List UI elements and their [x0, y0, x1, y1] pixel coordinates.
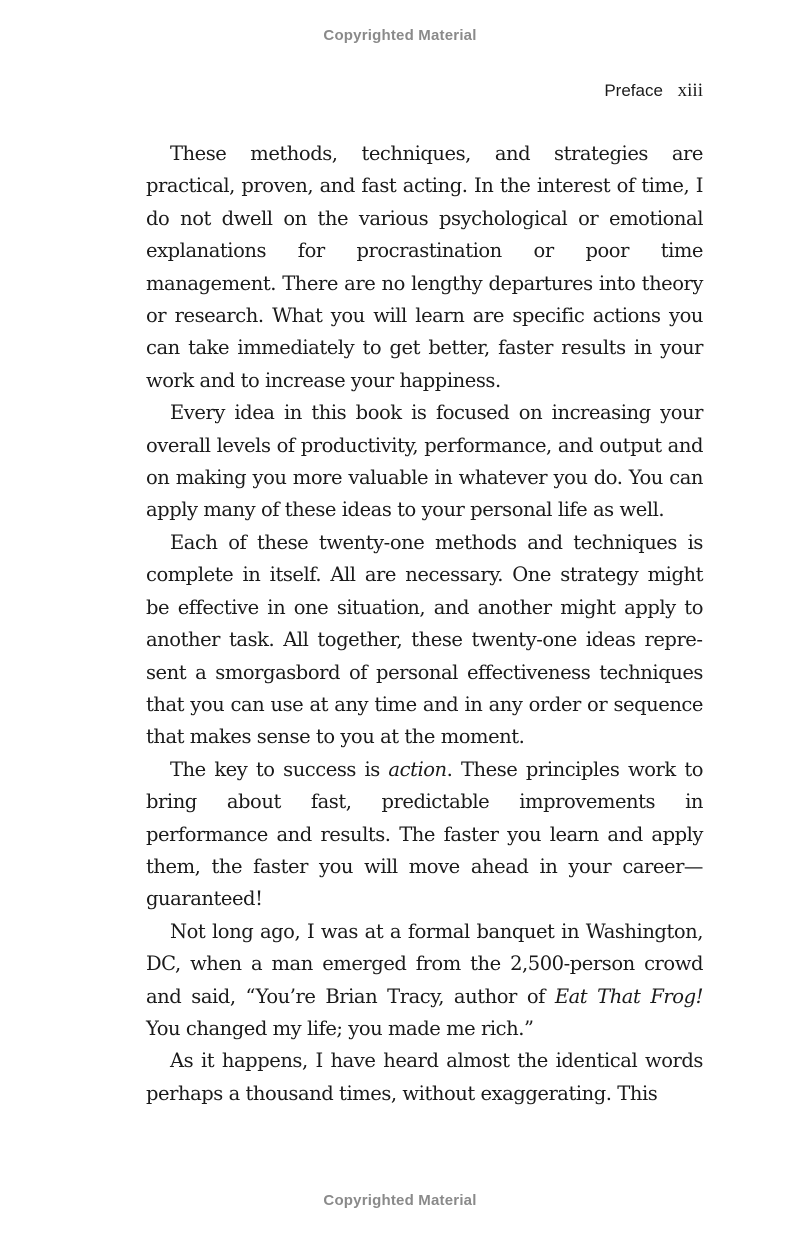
- body-text: [146, 138, 703, 1110]
- paragraph: Each of these twenty-one methods and techniques is complete in itself. All are necessary. One strategy might be effective in one situation, and another might apply to another task. All together, these twenty-one ideas represent a smorgasbord of personal effectiveness techniques that you can use at any time and in any order or sequence that makes sense to you at the moment.: [146, 530, 703, 749]
- paragraph: These methods, techniques, and strategies are practical, proven, and fast acting. In the interest of time, I do not dwell on the various psychological or emotional explanations for procrastination or poor time management. There are no lengthy departures into theory or research. What you will learn are specific actions you can take immediately to get better, faster results in your work and to increase your happiness.: [146, 142, 703, 392]
- section-title: Preface: [604, 81, 663, 100]
- book-title: Eat That Frog!: [554, 984, 703, 1008]
- paragraph-text: You changed my life; you made me rich.”: [146, 1016, 534, 1040]
- paragraph: Every idea in this book is focused on increasing your overall levels of productivity, performance, and output and on making you more valuable in whatever you do. You can apply many of these ideas to your personal life as well.: [146, 401, 703, 522]
- paragraph-text: Not long ago, I was at a formal banquet in Washington, DC, when a man emerged from the 2,500-person crowd and said, “You’re Brian Tracy, author of: [146, 919, 703, 1008]
- emphasis-text: action: [388, 757, 447, 781]
- paragraph: As it happens, I have heard almost the identical words perhaps a thousand times, without exaggerating. This: [146, 1049, 703, 1105]
- running-header: [604, 80, 703, 102]
- copyright-watermark-top: Copyrighted Material: [323, 27, 477, 44]
- paragraph-text: The key to success is: [170, 757, 389, 781]
- copyright-watermark-bottom: Copyrighted Material: [323, 1192, 477, 1209]
- paragraph: [146, 754, 703, 916]
- paragraph-text: . These principles work to bring about fast, predictable improvements in performance and results. The faster you learn and apply them, the faster you will move ahead in your career—guaranteed!: [146, 757, 703, 911]
- page-number: xiii: [677, 80, 703, 101]
- paragraph: [146, 916, 703, 1046]
